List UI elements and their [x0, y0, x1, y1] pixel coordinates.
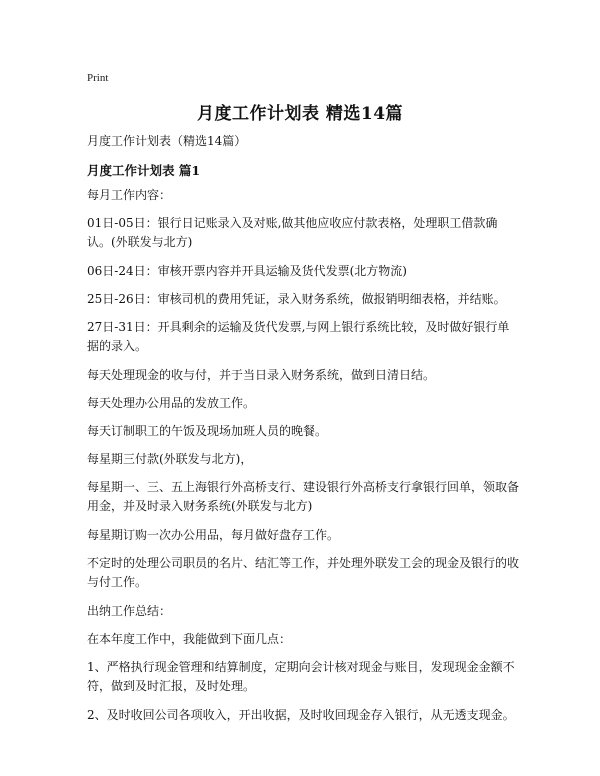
paragraph-daily-meals: 每天订制职工的午饭及现场加班人员的晚餐。 — [87, 424, 328, 438]
paragraph-day-25-26: 25日-26日：审核司机的费用凭证，录入财务系统，做报销明细表格，并结账。 — [87, 292, 506, 306]
paragraph-cashier-summary-label: 出纳工作总结： — [87, 604, 172, 618]
paragraph-monthly-content-label: 每月工作内容： — [87, 188, 172, 202]
paragraph-irregular-tasks: 不定时的处理公司职员的名片、结汇等工作，并处理外联发工会的现金及银行的收与付工作。 — [87, 556, 520, 589]
paragraph-point-1: 1、严格执行现金管理和结算制度，定期向会计核对现金与账目，发现现金金额不符，做到及时汇报，及时处理。 — [87, 660, 515, 693]
document-subtitle: 月度工作计划表（精选14篇） — [87, 134, 247, 148]
paragraph-daily-supplies: 每天处理办公用品的发放工作。 — [87, 396, 256, 410]
paragraph-day-06-24: 06日-24日：审核开票内容并开具运输及货代发票(北方物流) — [87, 264, 407, 278]
section-heading: 月度工作计划表 篇1 — [87, 163, 201, 178]
document-title: 月度工作计划表 精选14篇 — [196, 104, 404, 124]
paragraph-daily-cash: 每天处理现金的收与付，并于当日录入财务系统，做到日清日结。 — [87, 368, 436, 382]
paragraph-weekly-supplies: 每星期订购一次办公用品，每月做好盘存工作。 — [87, 528, 340, 542]
paragraph-bank-receipts: 每星期一、三、五上海银行外高桥支行、建设银行外高桥支行拿银行回单，领取备用金，并及时录入财务系统(外联发与北方) — [87, 480, 520, 513]
paragraph-point-2: 2、及时收回公司各项收入，开出收据，及时收回现金存入银行，从无透支现金。 — [87, 708, 515, 722]
paragraph-wednesday-payment: 每星期三付款(外联发与北方)， — [87, 452, 253, 466]
print-label: Print — [87, 72, 109, 84]
paragraph-year-intro: 在本年度工作中，我能做到下面几点： — [87, 632, 292, 646]
document-body — [87, 186, 519, 734]
paragraph-day-01-05: 01日-05日：银行日记账录入及对账,做其他应收应付款表格，处理职工借款确认。(外联发与北方) — [87, 216, 498, 249]
paragraph-day-27-31: 27日-31日：开具剩余的运输及货代发票,与网上银行系统比较，及时做好银行单据的录入。 — [87, 320, 510, 353]
